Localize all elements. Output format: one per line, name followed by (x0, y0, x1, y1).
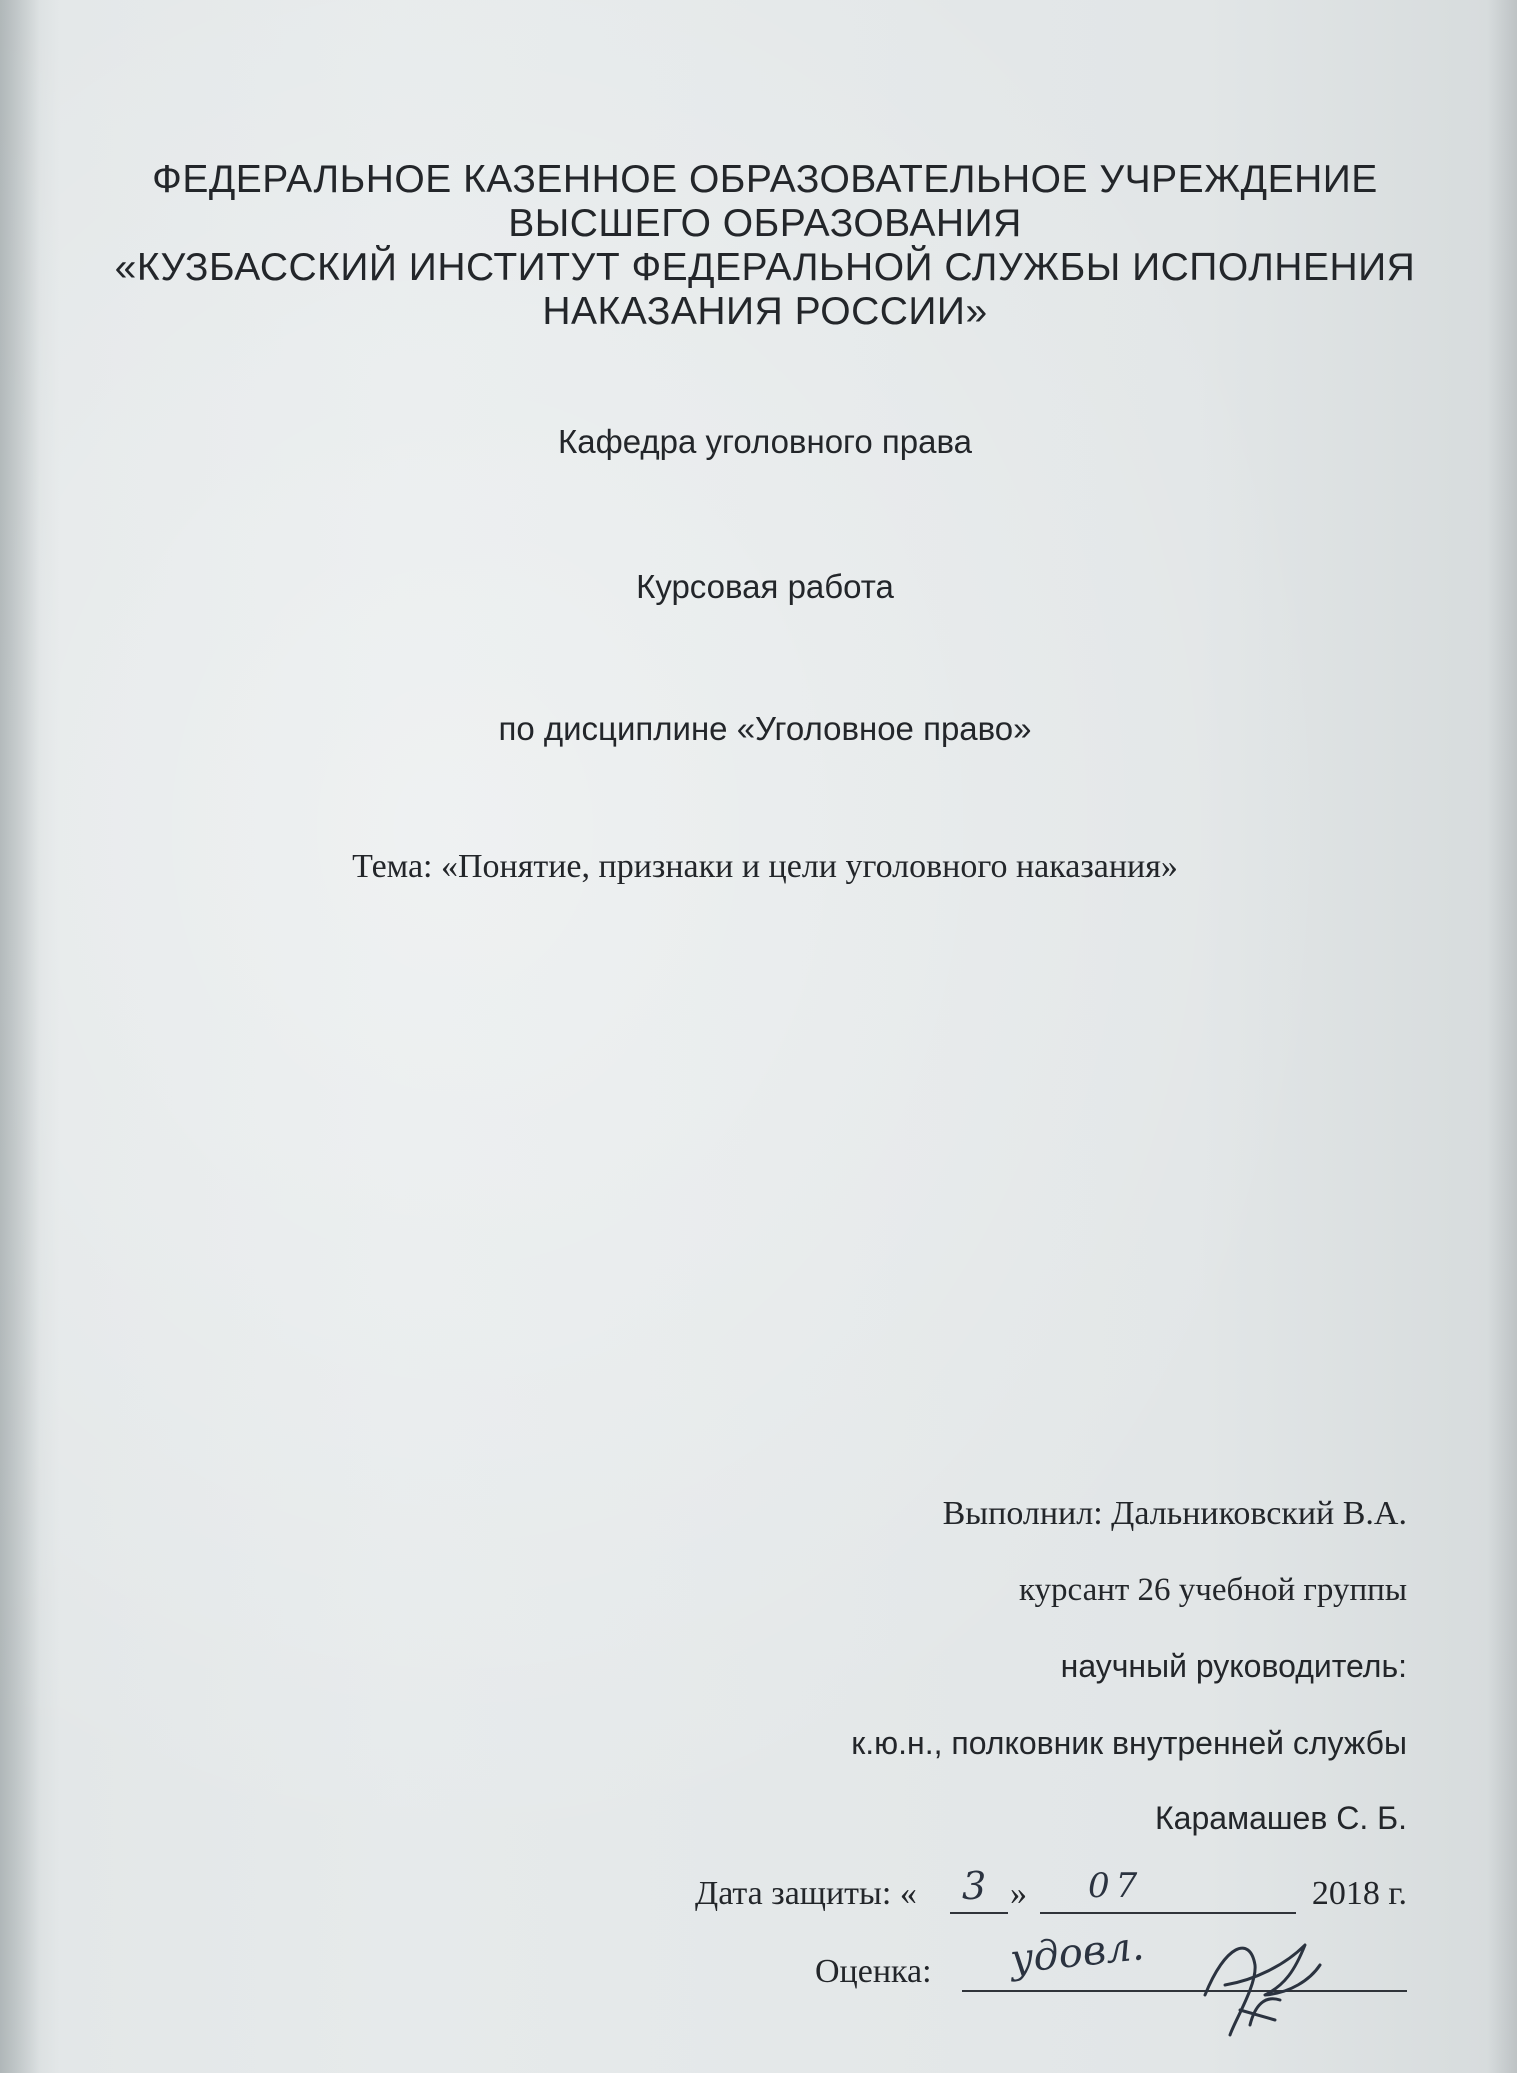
header-line-1: ФЕДЕРАЛЬНОЕ КАЗЕННОЕ ОБРАЗОВАТЕЛЬНОЕ УЧРЕЖДЕНИЕ (152, 158, 1378, 201)
work-type-title: Курсовая работа (636, 568, 894, 605)
discipline-line: по дисциплине «Уголовное право» (498, 710, 1032, 747)
signature-icon (1195, 1925, 1325, 2045)
department-title: Кафедра уголовного права (558, 423, 972, 460)
month-underline (1040, 1912, 1296, 1914)
defense-quote-close: » (1010, 1875, 1027, 1912)
header-line-2: ВЫСШЕГО ОБРАЗОВАНИЯ (508, 202, 1022, 245)
supervisor-label: научный руководитель: (1060, 1648, 1407, 1684)
grade-value: удовл. (1007, 1923, 1147, 1983)
institution-header (90, 158, 1440, 334)
day-underline (950, 1912, 1008, 1914)
defense-month: 07 (1088, 1866, 1144, 1906)
group-line: курсант 26 учебной группы (1018, 1572, 1407, 1608)
defense-day: 3 (962, 1864, 987, 1908)
header-line-3: «КУЗБАССКИЙ ИНСТИТУТ ФЕДЕРАЛЬНОЙ СЛУЖБЫ ИСПОЛНЕНИЯ (114, 246, 1416, 289)
grade-underline (962, 1990, 1407, 1992)
defense-date-label: Дата защиты: « (695, 1875, 917, 1912)
supervisor-name: Карамашев С. Б. (1155, 1800, 1407, 1836)
supervisor-title: к.ю.н., полковник внутренней службы (851, 1725, 1407, 1761)
page-right-edge (1487, 0, 1517, 2073)
defense-year: 2018 г. (1311, 1875, 1407, 1912)
completed-by-line: Выполнил: Дальниковский В.А. (942, 1495, 1407, 1532)
page-left-edge (0, 0, 40, 2073)
header-line-4: НАКАЗАНИЯ РОССИИ» (542, 290, 988, 333)
topic-line: Тема: «Понятие, признаки и цели уголовного наказания» (352, 848, 1178, 885)
grade-label: Оценка: (815, 1953, 932, 1990)
